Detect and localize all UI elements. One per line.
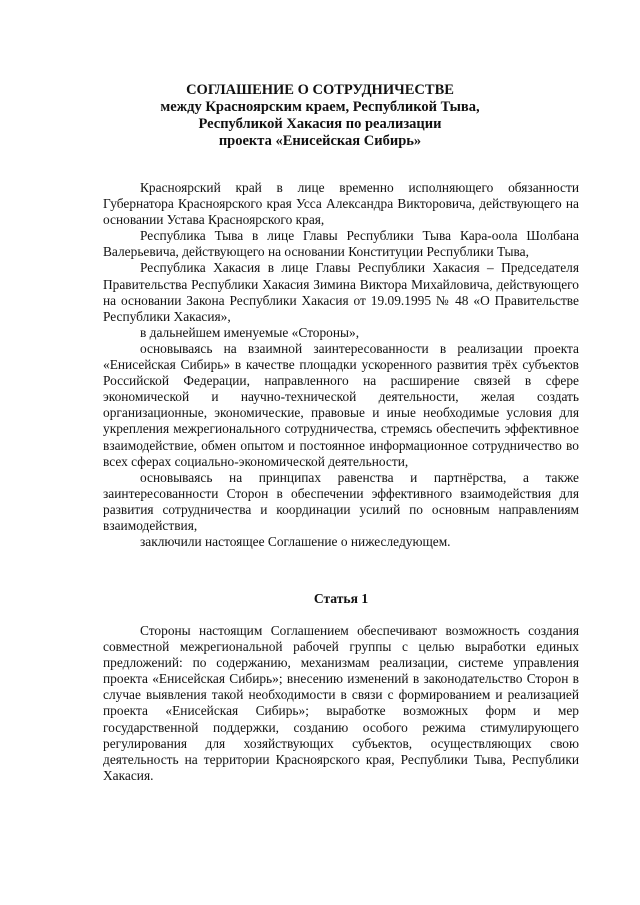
preamble [103, 180, 579, 550]
article-1-title: Статья 1 [313, 591, 369, 606]
article-1-body [103, 623, 579, 784]
title-line: между Красноярским краем, Республикой Тыва, [160, 99, 480, 115]
title-line: Республикой Хакасия по реализации [198, 116, 442, 132]
document-title [60, 82, 580, 150]
paragraph-krasnoyarsk: Красноярский край в лице временно исполняющего обязанности Губернатора Красноярского края Усса Александра Викторовича, действующего на основании Устава Красноярского края, [103, 180, 579, 228]
title-line: СОГЛАШЕНИЕ О СОТРУДНИЧЕСТВЕ [186, 82, 454, 98]
paragraph-basis-equality: основываясь на принципах равенства и партнёрства, а также заинтересованности Сторон в обеспечении эффективного взаимодействия для развития сотрудничества и координации усилий по основным направлениям взаимодействия, [103, 469, 579, 533]
title-line: проекта «Енисейская Сибирь» [218, 133, 422, 149]
paragraph-concluded: заключили настоящее Соглашение о нижеследующем. [140, 534, 451, 550]
paragraph-tyva: Республика Тыва в лице Главы Республики Тыва Кара-оола Шолбана Валерьевича, действующего на основании Конституции Республики Тыва, [103, 228, 579, 260]
paragraph-parties: в дальнейшем именуемые «Стороны», [140, 324, 360, 340]
paragraph-khakassia: Республика Хакасия в лице Главы Республики Хакасия – Председателя Правительства Республики Хакасия Зимина Виктора Михайловича, действующего на основании Закона Республики Хакасия от 19.09.1995 № 48 «О Правительстве Республики Хакасия», [103, 260, 579, 324]
article-1-text: Стороны настоящим Соглашением обеспечивают возможность создания совместной межрегиональной рабочей группы с целью выработки единых предложений: по содержанию, механизмам реализации, системе управления проекта «Енисейская Сибирь»; внесению изменений в законодательство Сторон в случае выявления такой необходимости в связи с формированием и реализацией проекта «Енисейская Сибирь»; выработке возможных форм и мер государственной поддержки, созданию особого режима стимулирующего регулирования для хозяйствующих субъектов, осуществляющих свою деятельность на территории Красноярского края, Республики Тыва, Республики Хакасия. [103, 623, 579, 783]
paragraph-basis-interest: основываясь на взаимной заинтересованности в реализации проекта «Енисейская Сибирь» в качестве площадки ускоренного развития трёх субъектов Российской Федерации, направленного на расширение связей в сфере экономической и научно-технической деятельности, желая создать организационные, экономические, правовые и иные необходимые условия для укрепления межрегионального сотрудничества, стремясь обеспечить эффективное взаимодействие, обмен опытом и постоянное информационное сотрудничество во всех сферах социально-экономической деятельности, [103, 340, 579, 469]
